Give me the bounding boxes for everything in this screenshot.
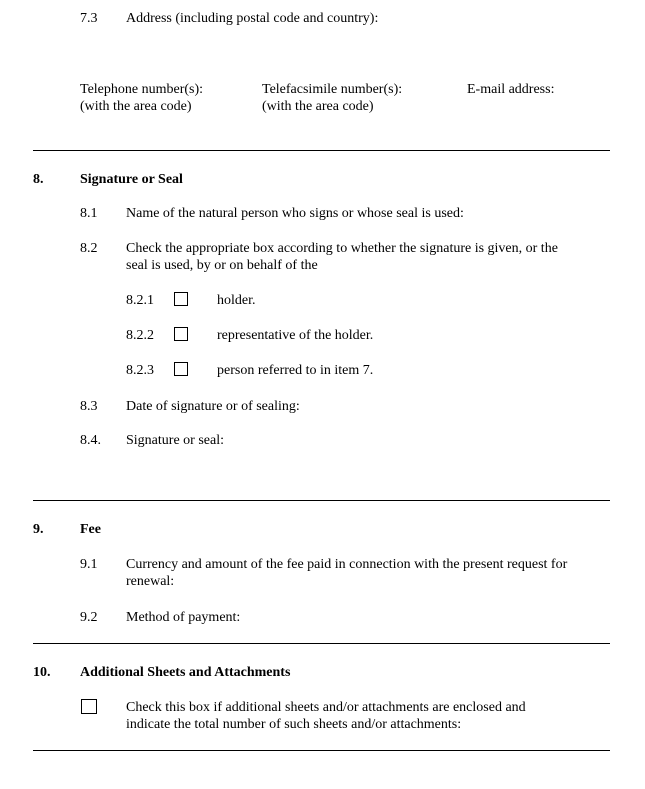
option-8-2-3-label: person referred to in item 7. — [217, 363, 374, 378]
option-8-2-1-label: holder. — [217, 293, 256, 308]
section-10-text-line2: indicate the total number of such sheets and/or attachments: — [126, 717, 462, 732]
option-8-2-2-label: representative of the holder. — [217, 328, 374, 343]
telephone-sublabel: (with the area code) — [80, 99, 192, 114]
item-8-4-label: Signature or seal: — [126, 433, 224, 448]
item-8-3-label: Date of signature or of sealing: — [126, 399, 300, 414]
option-8-2-2-number: 8.2.2 — [126, 328, 154, 343]
fax-sublabel: (with the area code) — [262, 99, 374, 114]
item-8-4-number: 8.4. — [80, 433, 101, 448]
option-8-2-1-checkbox[interactable] — [174, 292, 188, 306]
item-8-2-text-line1: Check the appropriate box according to whether the signature is given, or the — [126, 241, 558, 256]
divider-before-section-9 — [33, 500, 610, 501]
item-9-1-text-line2: renewal: — [126, 574, 175, 589]
telephone-label: Telephone number(s): — [80, 82, 204, 97]
section-9-title: Fee — [80, 522, 101, 537]
divider-before-section-10 — [33, 643, 610, 644]
section-9-number: 9. — [33, 522, 44, 537]
item-8-1-number: 8.1 — [80, 206, 98, 221]
section-8-number: 8. — [33, 172, 44, 187]
section-10-title: Additional Sheets and Attachments — [80, 665, 291, 680]
section-8-title: Signature or Seal — [80, 172, 183, 187]
option-8-2-3-checkbox[interactable] — [174, 362, 188, 376]
item-8-2-number: 8.2 — [80, 241, 98, 256]
section-10-number: 10. — [33, 665, 51, 680]
item-8-3-number: 8.3 — [80, 399, 98, 414]
item-9-1-number: 9.1 — [80, 557, 98, 572]
item-9-1-text-line1: Currency and amount of the fee paid in connection with the present request for — [126, 557, 568, 572]
item-8-1-label: Name of the natural person who signs or whose seal is used: — [126, 206, 464, 221]
option-8-2-2-checkbox[interactable] — [174, 327, 188, 341]
divider-bottom — [33, 750, 610, 751]
section-10-text-line1: Check this box if additional sheets and/or attachments are enclosed and — [126, 700, 526, 715]
fax-label: Telefacsimile number(s): — [262, 82, 403, 97]
item-9-2-number: 9.2 — [80, 610, 98, 625]
item-9-2-label: Method of payment: — [126, 610, 241, 625]
option-8-2-3-number: 8.2.3 — [126, 363, 154, 378]
divider-before-section-8 — [33, 150, 610, 151]
item-7-3-number: 7.3 — [80, 11, 98, 26]
item-8-2-text-line2: seal is used, by or on behalf of the — [126, 258, 318, 273]
additional-sheets-checkbox[interactable] — [81, 699, 97, 714]
email-label: E-mail address: — [467, 82, 555, 97]
option-8-2-1-number: 8.2.1 — [126, 293, 154, 308]
item-7-3-label: Address (including postal code and country): — [126, 11, 379, 26]
